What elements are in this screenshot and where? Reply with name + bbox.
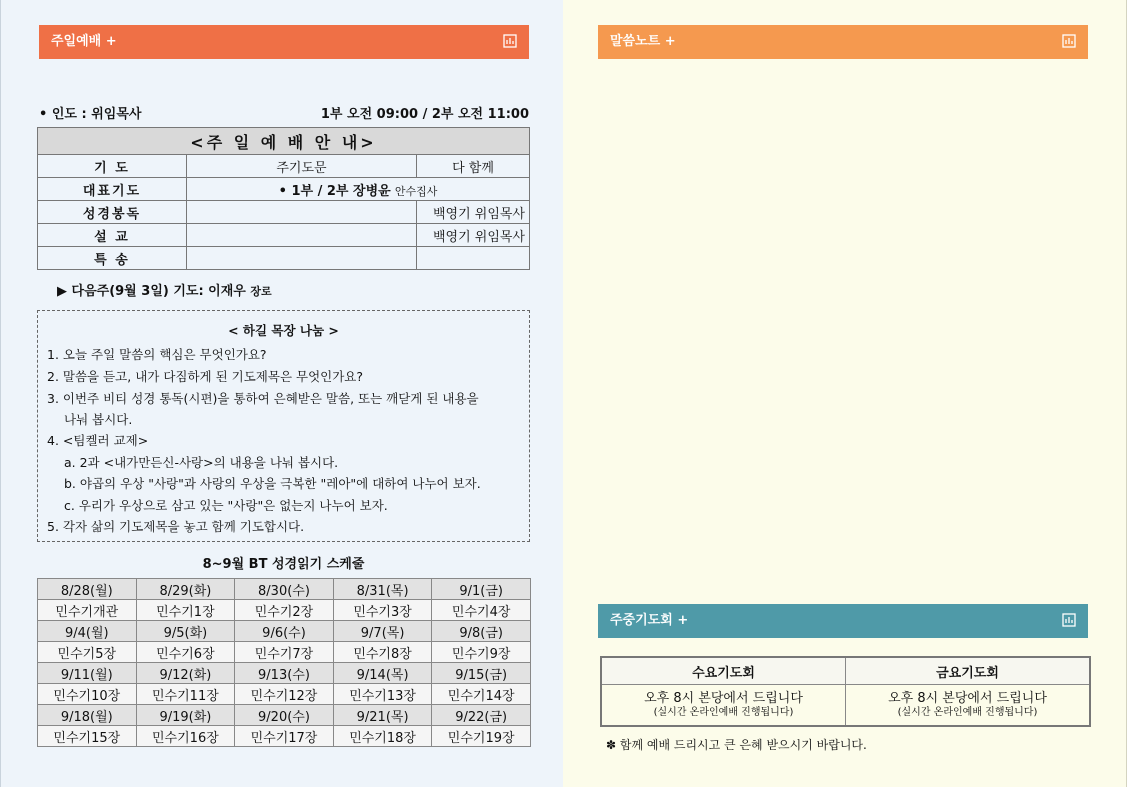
table-row (38, 201, 530, 224)
reading-cell: 민수기7장 (235, 642, 334, 663)
weekday-prayer-title: 주중기도회 + (610, 613, 689, 628)
document-chart-icon[interactable] (503, 34, 517, 48)
next-week-title: 장로 (250, 285, 272, 298)
friday-online: (실시간 온라인예배 진행됩니다) (897, 706, 1038, 718)
date-cell: 8/30(수) (235, 579, 334, 600)
date-cell: 8/28(월) (38, 579, 137, 600)
date-cell: 9/4(월) (38, 621, 137, 642)
service-table (37, 127, 530, 270)
reading-cell: 민수기4장 (432, 600, 531, 621)
reading-cell: 민수기17장 (235, 726, 334, 747)
row-right: 다 함께 (417, 155, 530, 178)
list-item: a. 2과 <내가만든신-사랑>의 내용을 나눠 봅시다. (64, 455, 339, 470)
reading-cell: 민수기14장 (432, 684, 531, 705)
date-cell: 9/5(화) (136, 621, 235, 642)
table-row (38, 579, 531, 600)
date-cell: 9/21(목) (333, 705, 432, 726)
list-item: 3. 이번주 비티 성경 통독(시편)을 통하여 은혜받은 말씀, 또는 깨닫게 된 내용을 (47, 391, 479, 406)
table-row (38, 726, 531, 747)
row-label: 대표기도 (38, 178, 187, 201)
document-chart-icon[interactable] (1062, 613, 1076, 627)
schedule-table (37, 578, 531, 747)
reading-cell: 민수기9장 (432, 642, 531, 663)
reading-cell: 민수기5장 (38, 642, 137, 663)
row-label: 설 교 (38, 224, 187, 247)
list-item: 5. 각자 삶의 기도제목을 놓고 함께 기도합시다. (47, 519, 305, 534)
date-cell: 9/22(금) (432, 705, 531, 726)
list-item: b. 야곱의 우상 "사랑"과 사랑의 우상을 극복한 "레아"에 대하여 나누어 보자. (64, 476, 481, 491)
date-cell: 9/11(월) (38, 663, 137, 684)
row-label: 특 송 (38, 247, 187, 270)
sermon-notes-title: 말씀노트 + (610, 34, 676, 49)
reading-cell: 민수기3장 (333, 600, 432, 621)
table-row (38, 155, 530, 178)
next-week-text: ▶ 다음주(9월 3일) 기도: 이재우 (57, 284, 246, 299)
reading-cell: 민수기개관 (38, 600, 137, 621)
prayer-meeting-table (600, 656, 1091, 727)
date-cell: 8/29(화) (136, 579, 235, 600)
row-middle: 주기도문 (187, 155, 417, 178)
representative-title: 안수집사 (394, 184, 438, 198)
list-item: c. 우리가 우상으로 삼고 있는 "사랑"은 없는지 나누어 보자. (64, 498, 388, 513)
reading-cell: 민수기10장 (38, 684, 137, 705)
list-item: 1. 오늘 주일 말씀의 핵심은 무엇인가요? (47, 347, 267, 362)
service-times: 1부 오전 09:00 / 2부 오전 11:00 (320, 107, 529, 122)
discussion-box (37, 310, 530, 542)
row-label: 기 도 (38, 155, 187, 178)
document-chart-icon[interactable] (1062, 34, 1076, 48)
sunday-service-bar[interactable] (39, 25, 529, 59)
leader-text: • 인도 : 위임목사 (39, 107, 142, 122)
table-row (38, 642, 531, 663)
weekday-prayer-bar[interactable] (598, 604, 1088, 638)
row-middle (187, 247, 417, 270)
wednesday-header: 수요기도회 (601, 657, 846, 685)
left-panel (0, 0, 563, 787)
footer-note: ✽ 함께 예배 드리시고 큰 은혜 받으시기 바랍니다. (606, 738, 867, 752)
table-row (38, 247, 530, 270)
table-row (38, 621, 531, 642)
reading-cell: 민수기12장 (235, 684, 334, 705)
date-cell: 9/20(수) (235, 705, 334, 726)
list-item: 2. 말씀을 듣고, 내가 다짐하게 된 기도제목은 무엇인가요? (47, 369, 363, 384)
friday-info (846, 685, 1091, 727)
row-middle (187, 201, 417, 224)
service-table-title: <주 일 예 배 안 내> (38, 128, 530, 155)
reading-cell: 민수기1장 (136, 600, 235, 621)
table-row (38, 178, 530, 201)
date-cell: 9/15(금) (432, 663, 531, 684)
row-label: 성경봉독 (38, 201, 187, 224)
date-cell: 8/31(목) (333, 579, 432, 600)
row-right: 백영기 위임목사 (417, 201, 530, 224)
wednesday-online: (실시간 온라인예배 진행됩니다) (653, 706, 794, 718)
date-cell: 9/19(화) (136, 705, 235, 726)
reading-cell: 민수기19장 (432, 726, 531, 747)
reading-cell: 민수기2장 (235, 600, 334, 621)
date-cell: 9/8(금) (432, 621, 531, 642)
reading-cell: 민수기11장 (136, 684, 235, 705)
reading-cell: 민수기15장 (38, 726, 137, 747)
discussion-title: < 하길 목장 나눔 > (228, 323, 339, 338)
date-cell: 9/18(월) (38, 705, 137, 726)
date-cell: 9/12(화) (136, 663, 235, 684)
table-row (38, 600, 531, 621)
reading-cell: 민수기18장 (333, 726, 432, 747)
date-cell: 9/1(금) (432, 579, 531, 600)
list-item: 나눠 봅시다. (64, 412, 133, 427)
table-row (38, 684, 531, 705)
table-row (38, 663, 531, 684)
date-cell: 9/14(목) (333, 663, 432, 684)
reading-cell: 민수기16장 (136, 726, 235, 747)
next-week-prayer (57, 280, 272, 299)
date-cell: 9/13(수) (235, 663, 334, 684)
row-right: 백영기 위임목사 (417, 224, 530, 247)
date-cell: 9/7(목) (333, 621, 432, 642)
row-middle (187, 224, 417, 247)
wednesday-info (601, 685, 846, 727)
table-row (38, 224, 530, 247)
representative-prayer: • 1부 / 2부 장병윤 (278, 183, 391, 199)
sermon-notes-bar[interactable] (598, 25, 1088, 59)
schedule-title: 8~9월 BT 성경읽기 스케줄 (202, 557, 365, 572)
row-middle (187, 178, 530, 201)
list-item: 4. <팀켈러 교제> (47, 433, 149, 448)
friday-header: 금요기도회 (846, 657, 1091, 685)
wednesday-time: 오후 8시 본당에서 드립니다 (644, 690, 803, 706)
reading-cell: 민수기6장 (136, 642, 235, 663)
friday-time: 오후 8시 본당에서 드립니다 (888, 690, 1047, 706)
row-right (417, 247, 530, 270)
sunday-service-title: 주일예배 + (51, 34, 117, 49)
date-cell: 9/6(수) (235, 621, 334, 642)
table-row (38, 705, 531, 726)
reading-cell: 민수기8장 (333, 642, 432, 663)
reading-cell: 민수기13장 (333, 684, 432, 705)
